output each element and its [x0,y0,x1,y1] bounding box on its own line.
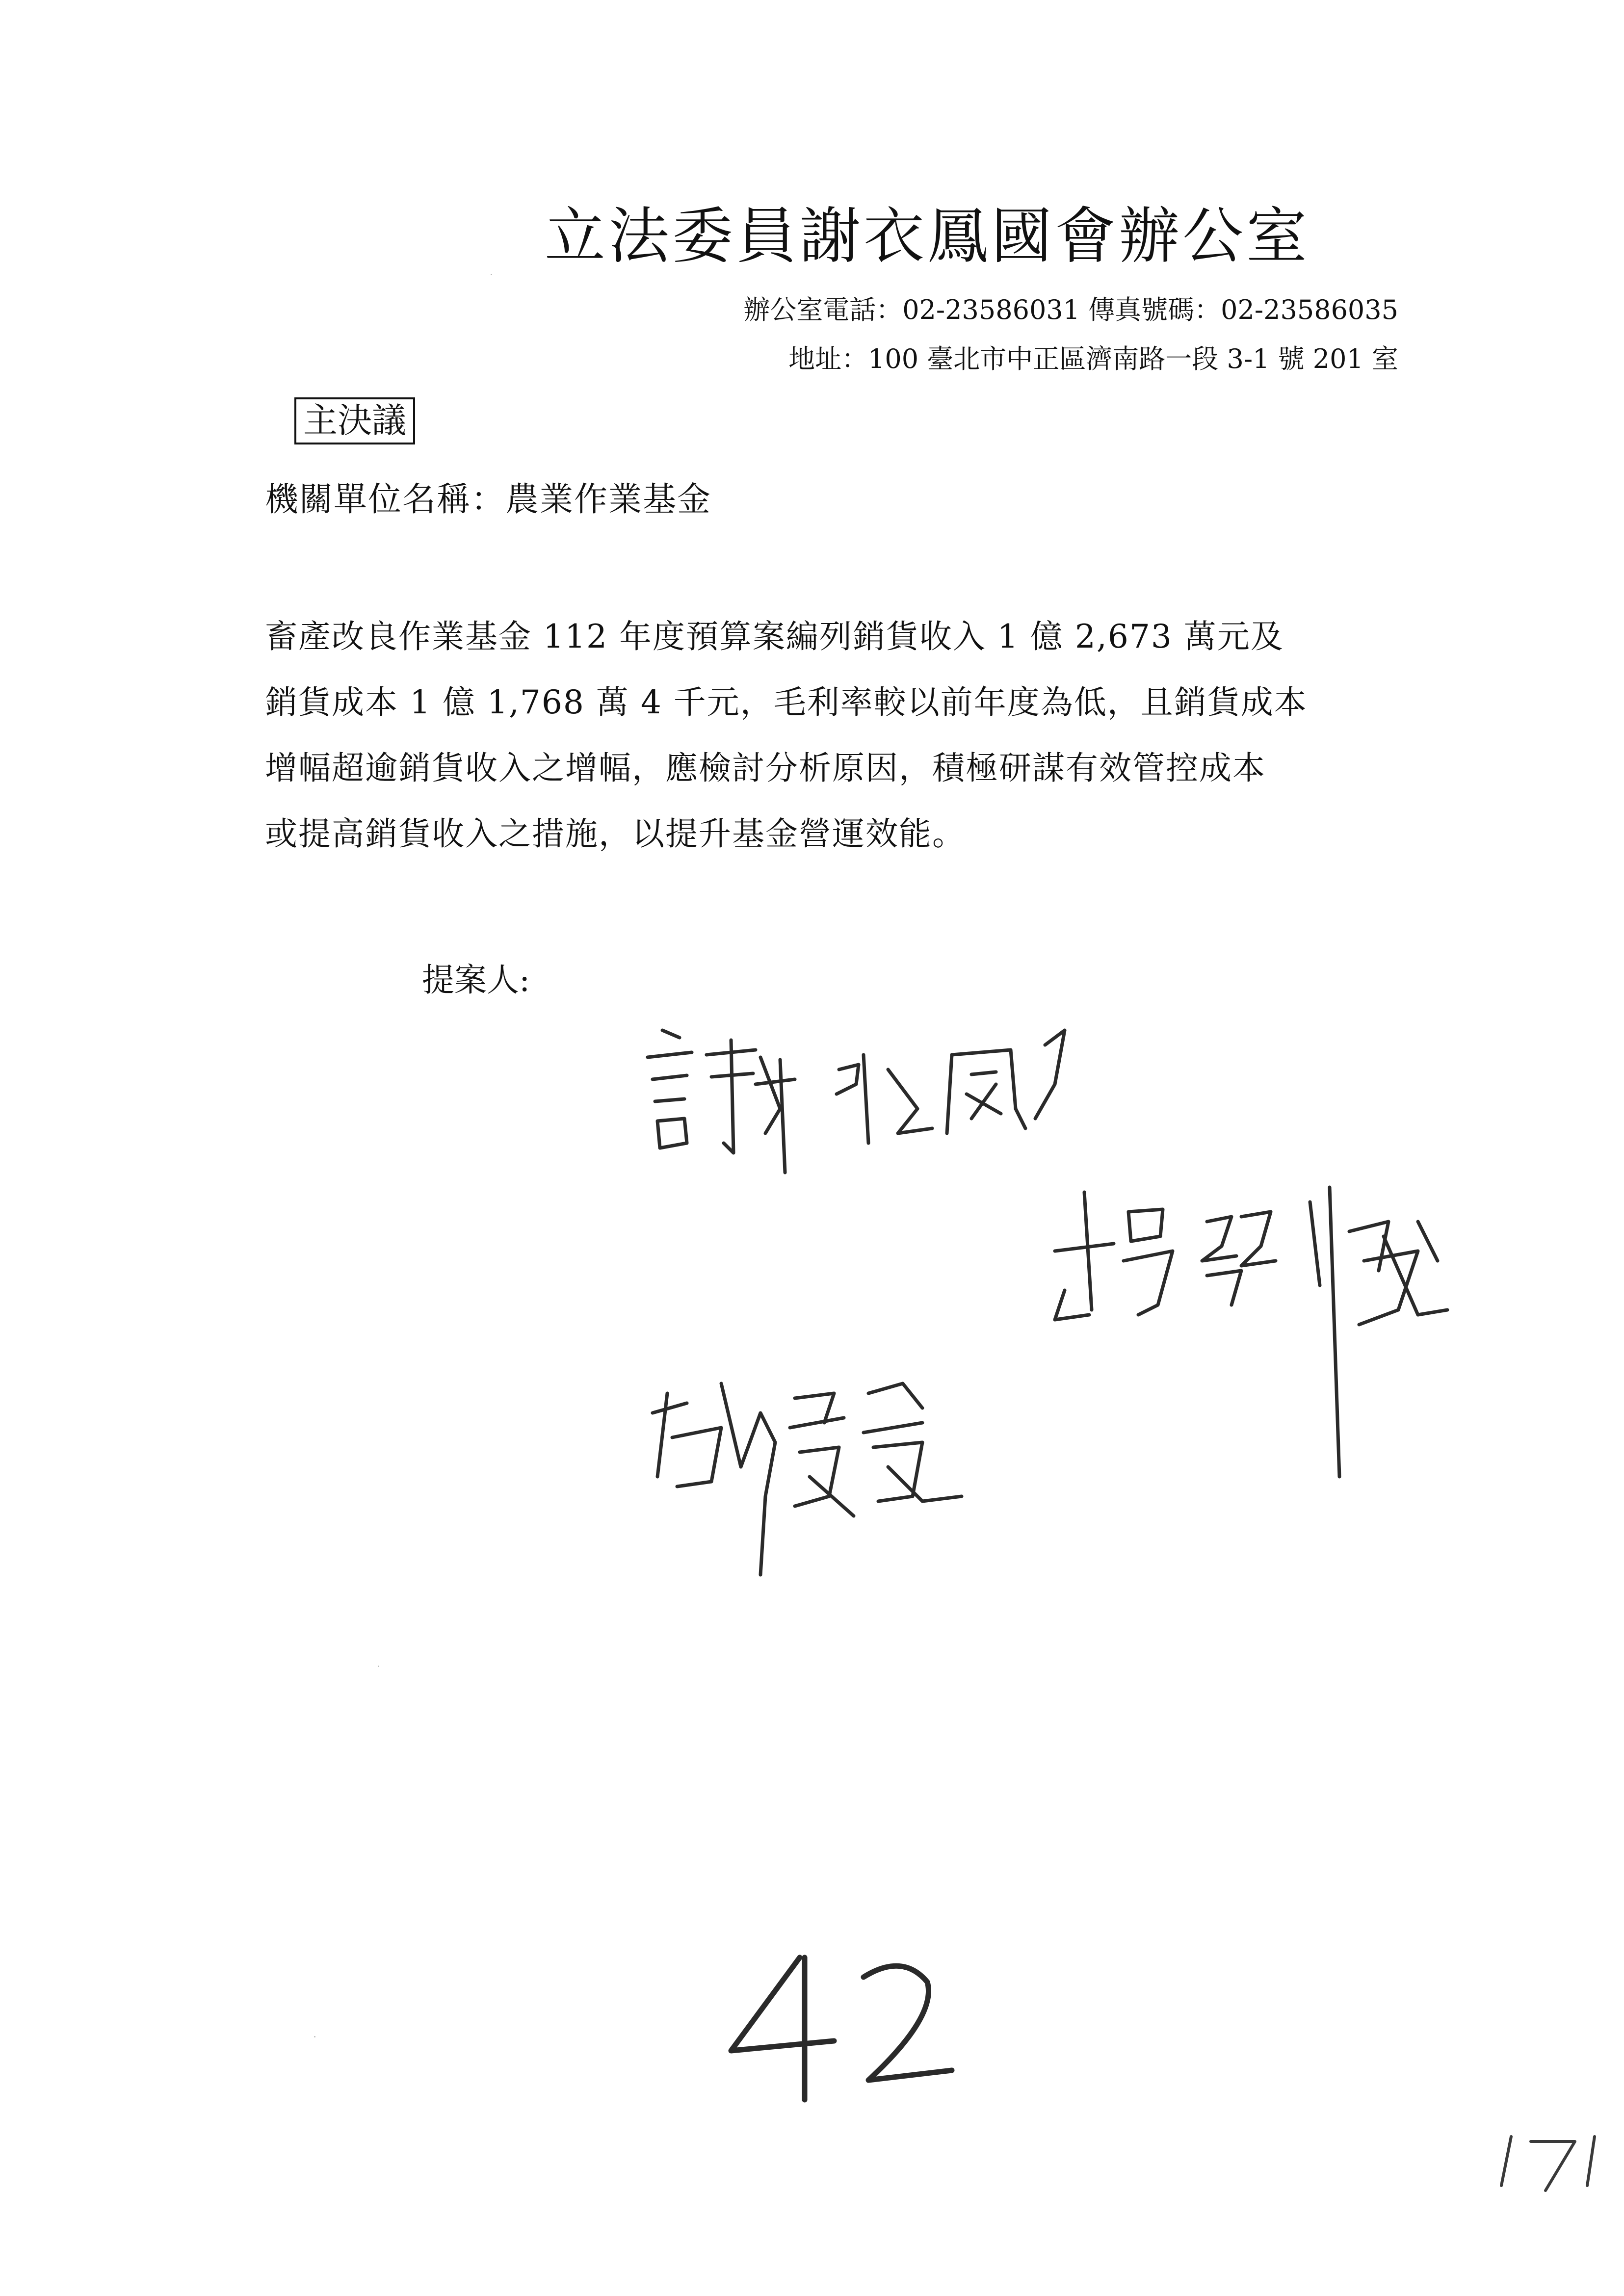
scan-speck [378,1666,379,1667]
body-line: 或提高銷貨收入之措施，以提升基金營運效能。 [265,815,966,853]
body-line: 銷貨成本 1 億 1,768 萬 4 千元，毛利率較以前年度為低，且銷貨成本 [265,683,1308,721]
body-line: 增幅超逾銷貨收入之增幅，應檢討分析原因，積極研謀有效管控成本 [265,749,1266,787]
office-address: 地址：100 臺北市中正區濟南路一段 3-1 號 201 室 [788,343,1398,374]
signature-proposer-3 [648,1354,1001,1590]
body-line: 畜產改良作業基金 112 年度預算案編列銷貨收入 1 億 2,673 萬元及 [265,618,1284,655]
agency-name: 機關單位名稱：農業作業基金 [265,480,712,519]
handwritten-item-number [716,1938,971,2119]
proposer-label: 提案人: [422,961,530,999]
scan-speck [314,2036,315,2037]
resolution-type-label: 主決議 [294,397,415,444]
office-title: 立法委員謝衣鳳國會辦公室 [545,201,1310,272]
resolution-body [265,618,1308,884]
signature-proposer-2 [1045,1163,1467,1491]
signature-proposer-1 [633,1011,1104,1187]
scan-speck [491,274,492,275]
handwritten-page-number [1492,2122,1604,2195]
office-phone-fax: 辦公室電話：02-23586031 傳真號碼：02-23586035 [743,294,1398,325]
